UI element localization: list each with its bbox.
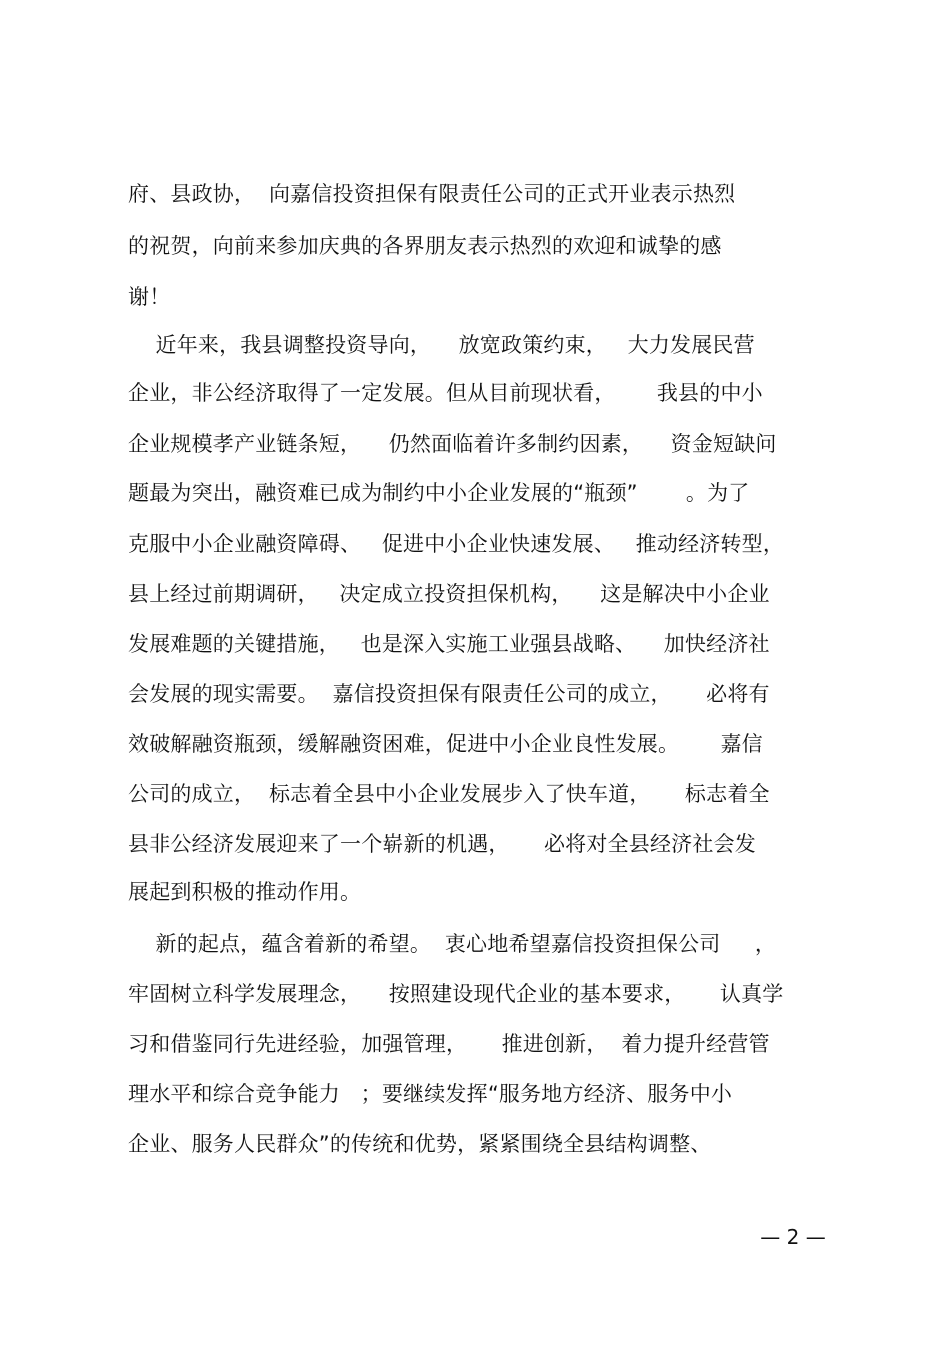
text-line: 新的起点，蕴含着新的希望。 衷心地希望嘉信投资担保公司 ， (128, 932, 777, 956)
text-line: 展起到积极的推动作用。 (128, 880, 362, 904)
text-line: 企业规模孝产业链条短， 仍然面临着许多制约因素， 资金短缺问 (128, 432, 777, 456)
text-line: 的祝贺，向前来参加庆典的各界朋友表示热烈的欢迎和诚挚的感 (128, 234, 722, 258)
text-line: 县上经过前期调研， 决定成立投资担保机构， 这是解决中小企业 (128, 582, 770, 606)
text-line: 克服中小企业融资障碍、 促进中小企业快速发展、 推动经济转型， (128, 532, 785, 556)
text-line: 企业、服务人民群众”的传统和优势，紧紧围绕全县结构调整、 (128, 1132, 712, 1156)
page-number: — 2 — (760, 1225, 826, 1249)
text-line: 牢固树立科学发展理念， 按照建设现代企业的基本要求， 认真学 (128, 982, 784, 1006)
text-line: 公司的成立， 标志着全县中小企业发展步入了快车道， 标志着全 (128, 782, 770, 806)
text-line: 题最为突出，融资难已成为制约中小企业发展的“瓶颈” 。为了 (128, 481, 750, 505)
text-line: 效破解融资瓶颈，缓解融资困难，促进中小企业良性发展。 嘉信 (128, 732, 763, 756)
text-line: 县非公经济发展迎来了一个崭新的机遇， 必将对全县经济社会发 (128, 832, 756, 856)
text-line: 企业，非公经济取得了一定发展。但从目前现状看， 我县的中小 (128, 381, 763, 405)
text-line: 谢！ (128, 285, 171, 309)
text-line: 府、县政协， 向嘉信投资担保有限责任公司的正式开业表示热烈 (128, 182, 736, 206)
text-line: 发展难题的关键措施， 也是深入实施工业强县战略、 加快经济社 (128, 632, 770, 656)
text-line: 会发展的现实需要。 嘉信投资担保有限责任公司的成立， 必将有 (128, 682, 770, 706)
text-line: 近年来，我县调整投资导向， 放宽政策约束， 大力发展民营 (128, 333, 755, 357)
text-line: 理水平和综合竞争能力 ；要继续发挥“服务地方经济、服务中小 (128, 1082, 733, 1106)
text-line: 习和借鉴同行先进经验，加强管理， 推进创新， 着力提升经营管 (128, 1032, 770, 1056)
